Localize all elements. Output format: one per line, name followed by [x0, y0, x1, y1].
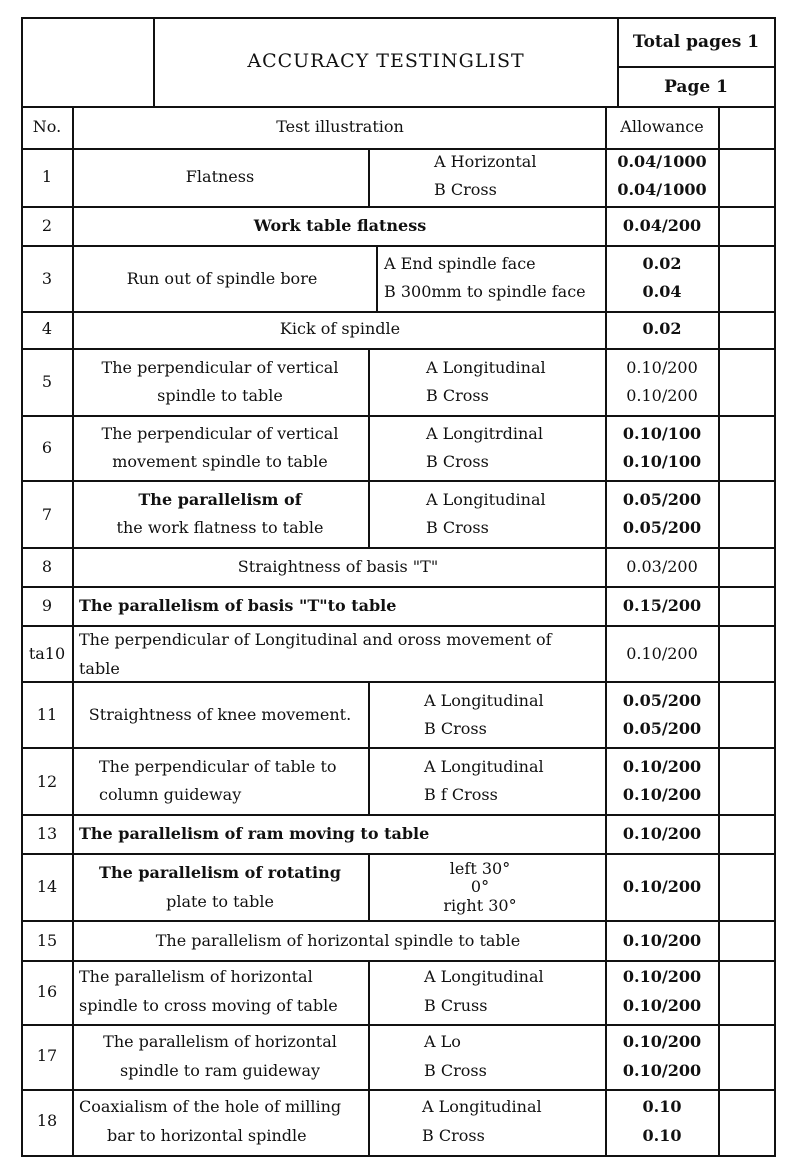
- row-separator: [21, 348, 776, 350]
- row-separator: [21, 747, 776, 749]
- column-header-illustration: Test illustration: [276, 117, 404, 136]
- rotation-angle: left 30°: [449, 859, 511, 878]
- sub-item-label: A Lo: [424, 1032, 461, 1051]
- test-item: Kick of spindle: [279, 319, 401, 338]
- allowance-value: 0.03/200: [626, 557, 698, 576]
- sub-item-label: A Longitudinal: [426, 358, 546, 377]
- column-line-remark: [718, 106, 720, 1156]
- allowance-value: 0.15/200: [622, 596, 702, 615]
- row-number: 16: [36, 982, 58, 1001]
- test-item-line: spindle to ram guideway: [119, 1061, 321, 1080]
- row-number: 5: [41, 372, 53, 391]
- sub-item-label: A Longitudinal: [424, 967, 544, 986]
- column-header-no: No.: [32, 117, 62, 136]
- allowance-value: 0.05/200: [622, 490, 702, 509]
- test-item: Flatness: [185, 167, 255, 186]
- row-number: 8: [41, 557, 53, 576]
- row-separator: [21, 547, 776, 549]
- rotation-angle: right 30°: [443, 896, 517, 915]
- sub-item-label: A Longitudinal: [422, 1097, 542, 1116]
- test-item-line: movement spindle to table: [112, 452, 328, 471]
- row-number: 4: [41, 319, 53, 338]
- sub-item-label: A End spindle face: [384, 254, 536, 273]
- row-number: 12: [36, 772, 58, 791]
- test-item-line: the work flatness to table: [116, 518, 324, 537]
- test-item: Straightness of knee movement.: [88, 705, 352, 724]
- row-separator: [21, 148, 776, 150]
- allowance-value: 0.10/200: [622, 824, 702, 843]
- table-border-top: [21, 17, 776, 19]
- row-number: 17: [36, 1046, 58, 1065]
- allowance-value: 0.05/200: [622, 719, 702, 738]
- row-number: 3: [41, 269, 53, 288]
- test-item-line: The perpendicular of vertical: [101, 424, 339, 443]
- row-separator: [21, 1024, 776, 1026]
- total-pages: Total pages 1: [632, 32, 760, 52]
- test-item: The parallelism of ram moving to table: [79, 824, 430, 843]
- row-number: 2: [41, 216, 53, 235]
- column-line-no: [72, 106, 74, 1156]
- allowance-value: 0.02: [642, 319, 682, 338]
- allowance-value: 0.10/200: [622, 967, 702, 986]
- row-number: 7: [41, 505, 53, 524]
- test-item: Straightness of basis "T": [237, 557, 439, 576]
- allowance-value: 0.10/200: [626, 386, 698, 405]
- allowance-value: 0.10/200: [622, 757, 702, 776]
- table-border-bottom: [21, 1155, 776, 1157]
- row-number: 13: [36, 824, 58, 843]
- allowance-value: 0.04/200: [622, 216, 702, 235]
- header-divider-left: [153, 17, 155, 107]
- sub-item-label: A Horizontal: [434, 152, 537, 171]
- sub-item-label: B Cross: [426, 518, 489, 537]
- row-separator: [21, 586, 776, 588]
- column-line-allowance: [605, 106, 607, 1156]
- allowance-value: 0.10/200: [622, 931, 702, 950]
- row-number: 15: [36, 931, 58, 950]
- row-number: 1: [41, 167, 53, 186]
- test-item-line: The perpendicular of table to: [99, 757, 337, 776]
- test-item-line: The parallelism of rotating: [99, 863, 341, 882]
- test-item: The parallelism of horizontal spindle to table: [155, 931, 521, 950]
- sub-item-label: B Cross: [424, 719, 487, 738]
- allowance-value: 0.10/100: [622, 452, 702, 471]
- row-number: 18: [36, 1111, 58, 1130]
- sub-divider: [376, 245, 378, 312]
- allowance-value: 0.05/200: [622, 691, 702, 710]
- test-item-line: The parallelism of: [138, 490, 302, 509]
- row-separator: [21, 625, 776, 627]
- allowance-value: 0.04/1000: [617, 180, 707, 199]
- test-item-line: The perpendicular of vertical: [101, 358, 339, 377]
- sub-divider: [368, 148, 370, 207]
- page-number: Page 1: [664, 77, 728, 97]
- sub-item-label: B f Cross: [424, 785, 498, 804]
- sub-item-label: B Cross: [424, 1061, 487, 1080]
- rotation-angle: 0°: [470, 877, 490, 896]
- sub-item-label: A Longitudinal: [424, 691, 544, 710]
- allowance-value: 0.02: [642, 254, 682, 273]
- test-item-line: table: [79, 659, 120, 678]
- row-number: 14: [36, 877, 58, 896]
- row-number: 6: [41, 438, 53, 457]
- row-separator: [21, 814, 776, 816]
- test-item-line: The perpendicular of Longitudinal and oross movement of: [79, 630, 552, 649]
- allowance-value: 0.04: [642, 282, 682, 301]
- test-item-line: The parallelism of horizontal: [103, 1032, 337, 1051]
- test-item: Work table flatness: [253, 216, 427, 235]
- test-item: Run out of spindle bore: [126, 269, 318, 288]
- sub-item-label: B Cross: [426, 386, 489, 405]
- test-item-line: Coaxialism of the hole of milling: [79, 1097, 342, 1116]
- sub-item-label: A Longitudinal: [424, 757, 544, 776]
- allowance-value: 0.10/200: [622, 877, 702, 896]
- row-separator: [21, 415, 776, 417]
- sub-item-label: A Longitrdinal: [426, 424, 543, 443]
- row-separator: [21, 920, 776, 922]
- allowance-value: 0.10/200: [622, 785, 702, 804]
- allowance-value: 0.10/200: [622, 1032, 702, 1051]
- test-item-line: spindle to cross moving of table: [79, 996, 338, 1015]
- sub-item-label: B 300mm to spindle face: [384, 282, 586, 301]
- allowance-value: 0.10/200: [622, 996, 702, 1015]
- row-separator: [21, 206, 776, 208]
- header-divider-right: [617, 17, 619, 107]
- sub-item-label: B Cross: [426, 452, 489, 471]
- allowance-value: 0.10/100: [622, 424, 702, 443]
- row-separator: [21, 681, 776, 683]
- row-separator: [21, 311, 776, 313]
- test-item-line: column guideway: [99, 785, 242, 804]
- sub-item-label: B Cruss: [424, 996, 488, 1015]
- test-item-line: bar to horizontal spindle: [107, 1126, 307, 1145]
- allowance-value: 0.05/200: [622, 518, 702, 537]
- sub-item-label: B Cross: [434, 180, 497, 199]
- allowance-value: 0.10/200: [626, 644, 698, 663]
- sub-item-label: B Cross: [422, 1126, 485, 1145]
- row-separator: [21, 245, 776, 247]
- row-separator: [21, 853, 776, 855]
- row-number: ta10: [28, 644, 66, 663]
- test-item-line: The parallelism of horizontal: [79, 967, 313, 986]
- sub-divider: [368, 681, 370, 815]
- sub-divider: [368, 960, 370, 1156]
- sub-divider: [368, 348, 370, 548]
- row-number: 9: [41, 596, 53, 615]
- allowance-value: 0.10: [642, 1097, 682, 1116]
- test-item-line: plate to table: [166, 892, 274, 911]
- test-item: The parallelism of basis "T"to table: [79, 596, 397, 615]
- sub-item-label: A Longitudinal: [426, 490, 546, 509]
- page-title: ACCURACY TESTINGLIST: [247, 50, 525, 72]
- column-header-allowance: Allowance: [620, 117, 704, 136]
- allowance-value: 0.10/200: [622, 1061, 702, 1080]
- row-separator: [21, 960, 776, 962]
- allowance-value: 0.10: [642, 1126, 682, 1145]
- row-separator: [21, 1089, 776, 1091]
- sub-divider: [368, 853, 370, 921]
- allowance-value: 0.04/1000: [617, 152, 707, 171]
- test-item-line: spindle to table: [157, 386, 283, 405]
- allowance-value: 0.10/200: [626, 358, 698, 377]
- header-bottom-line: [21, 106, 776, 108]
- row-number: 11: [36, 705, 58, 724]
- row-separator: [21, 480, 776, 482]
- header-pages-divider: [617, 66, 776, 68]
